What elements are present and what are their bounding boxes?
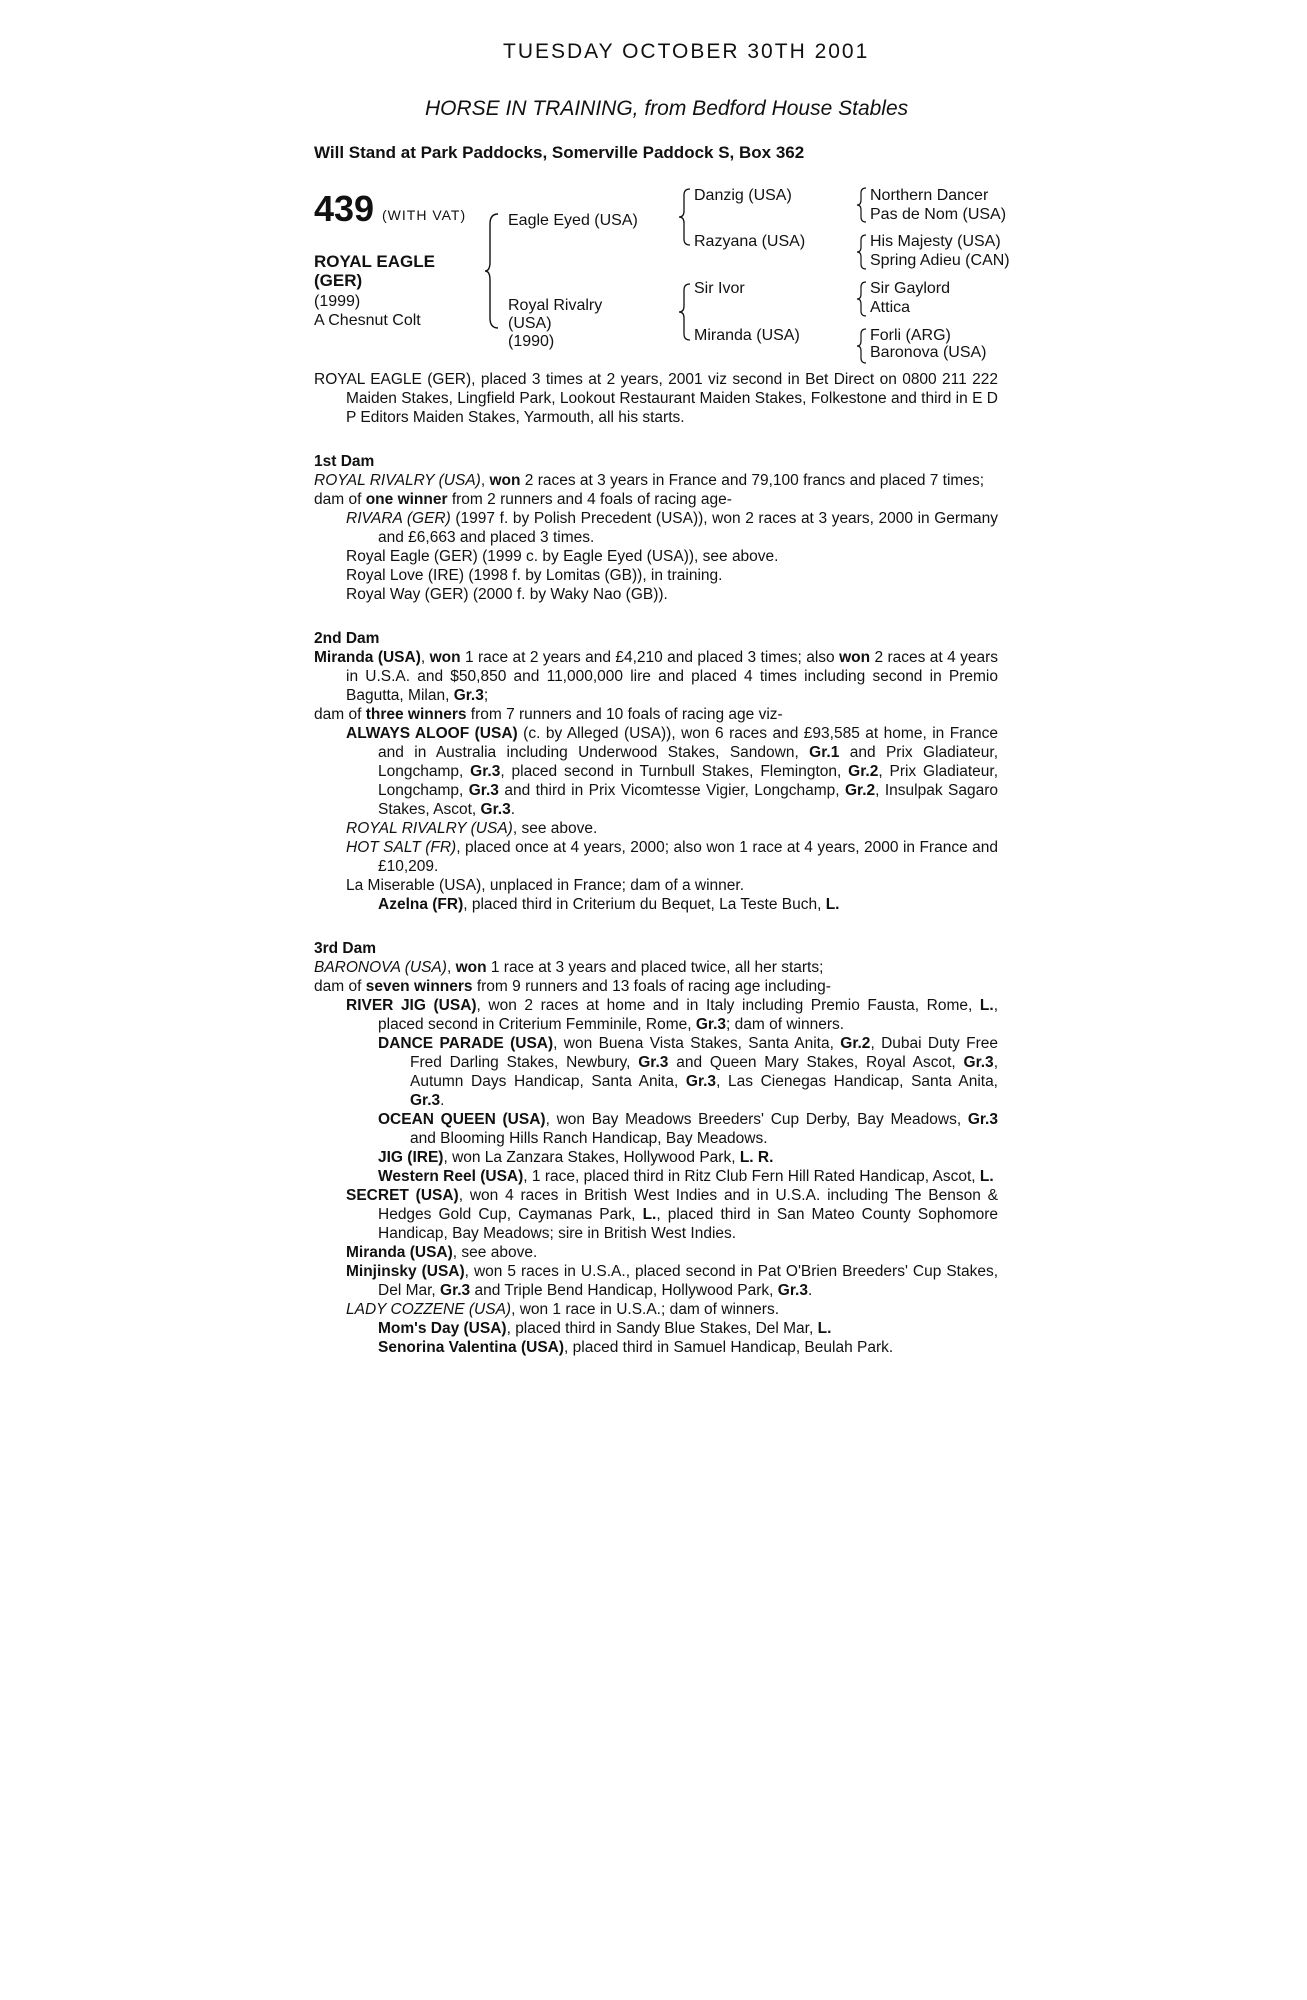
- grade: Gr.3: [777, 1282, 808, 1299]
- produce-lady-cozzene: [314, 1300, 998, 1319]
- grade: L.: [642, 1206, 657, 1223]
- horse-info: [314, 292, 421, 330]
- second-dam-record: [314, 648, 998, 705]
- produce-azelna: [314, 895, 998, 914]
- grade: L.: [825, 896, 840, 913]
- text: .: [440, 1092, 445, 1109]
- race-summary: ROYAL EAGLE (GER), placed 3 times at 2 years, 2001 viz second in Bet Direct on 0800 211 222 Maiden Stakes, Lingfield Park, Lookout Restaurant Maiden Stakes, Folkestone and third in E D P Editors Maiden Stakes, Yarmouth, all his starts.: [314, 371, 998, 426]
- text: , placed third in Samuel Handicap, Beulah Park.: [564, 1339, 894, 1356]
- text: , won 4 races in British West Indies and in U.S.A. including The Benson & Hedges Gold Cup, Caymanas Park,: [378, 1187, 998, 1223]
- winners-count: one winner: [365, 491, 448, 508]
- text: , Insulpak Sagaro Stakes, Ascot,: [378, 782, 998, 818]
- third-dam-name: BARONOVA (USA): [314, 959, 447, 976]
- first-dam-record: [314, 471, 998, 490]
- text: .: [807, 1282, 813, 1299]
- produce-secret: [314, 1186, 998, 1243]
- text: , 1 race, placed third in Ritz Club Fern Hill Rated Handicap, Ascot,: [523, 1168, 980, 1185]
- produce-royal-love: Royal Love (IRE) (1998 f. by Lomitas (GB)), in training.: [346, 567, 723, 584]
- text: , won Buena Vista Stakes, Santa Anita,: [553, 1035, 841, 1052]
- vat-note: (WITH VAT): [382, 207, 467, 223]
- first-dam-produce-summary: [314, 490, 998, 509]
- produce-name: Azelna (FR): [378, 896, 464, 913]
- grade: Gr.3: [685, 1073, 717, 1090]
- sale-date-header: TUESDAY OCTOBER 30TH 2001: [503, 40, 870, 63]
- produce-name: DANCE PARADE (USA): [378, 1035, 554, 1052]
- grade: Gr.3: [638, 1054, 669, 1071]
- second-dam-name: Miranda (USA): [314, 649, 421, 666]
- produce-senorina-valentina: [314, 1338, 998, 1357]
- grade: Gr.2: [844, 782, 876, 799]
- produce-text: (1997 f. by Polish Precedent (USA)), won 2 races at 3 years, 2000 in Germany and £6,663 and placed 3 times.: [378, 510, 998, 546]
- produce-la-miserable: La Miserable (USA), unplaced in France; dam of a winner.: [346, 877, 745, 894]
- grade: L.: [817, 1320, 832, 1337]
- horse-name-line1: ROYAL EAGLE: [314, 252, 435, 271]
- text: , placed third in Sandy Blue Stakes, Del Mar,: [506, 1320, 818, 1337]
- grade: Gr.3: [470, 763, 501, 780]
- catalogue-body: [314, 370, 998, 1357]
- text: , won 2 races at home and in Italy including Premio Fausta, Rome,: [476, 997, 980, 1014]
- produce-western-reel: [314, 1167, 998, 1186]
- winners-count: seven winners: [365, 978, 473, 995]
- text: , won La Zanzara Stakes, Hollywood Park,: [443, 1149, 740, 1166]
- pedigree-dam-line3: (1990): [508, 333, 555, 350]
- pedigree-ggs4: Spring Adieu (CAN): [870, 252, 1010, 269]
- produce-name: Western Reel (USA): [378, 1168, 524, 1185]
- produce-name: Mom's Day (USA): [378, 1320, 507, 1337]
- second-dam-heading: 2nd Dam: [314, 630, 380, 647]
- text: , Dubai Duty Free Fred Darling Stakes, Newbury,: [410, 1035, 999, 1071]
- text: , see above.: [452, 1244, 538, 1261]
- text: dam of: [314, 706, 366, 723]
- winners-count: three winners: [365, 706, 467, 723]
- pedigree-gs4: Miranda (USA): [694, 327, 800, 344]
- text: , placed third in Criterium du Bequet, La Teste Buch,: [463, 896, 826, 913]
- second-dam-produce-summary: [314, 705, 998, 724]
- text: .: [510, 801, 516, 818]
- produce-name: Minjinsky (USA): [346, 1263, 465, 1280]
- produce-name: ROYAL RIVALRY (USA): [346, 820, 513, 837]
- text: from 9 runners and 13 foals of racing age including-: [472, 978, 831, 995]
- text: and third in Prix Vicomtesse Vigier, Longchamp,: [498, 782, 845, 799]
- third-dam-record: [314, 958, 998, 977]
- pedigree-brace-sire: [678, 187, 692, 247]
- horse-description: A Chesnut Colt: [314, 312, 421, 329]
- text: , won 5 races in U.S.A., placed second in Pat O'Brien Breeders' Cup Stakes, Del Mar,: [378, 1263, 999, 1299]
- produce-river-jig: [314, 996, 998, 1034]
- horse-name-line2: (GER): [314, 271, 363, 290]
- won-label: won: [839, 649, 871, 666]
- text: and Queen Mary Stakes, Royal Ascot,: [668, 1054, 964, 1071]
- pedigree-gs3: Sir Ivor: [694, 280, 745, 297]
- sep: ,: [420, 649, 430, 666]
- text: , placed second in Turnbull Stakes, Flemington,: [500, 763, 849, 780]
- pedigree-brace-ggs1: [856, 186, 868, 224]
- pedigree-ggs7: Forli (ARG): [870, 327, 951, 344]
- text: from 7 runners and 10 foals of racing age viz-: [466, 706, 783, 723]
- text: ;: [483, 687, 489, 704]
- produce-rivara: [314, 509, 998, 547]
- record-text: 2 races at 3 years in France and 79,100 francs and placed 7 times;: [520, 472, 985, 489]
- won-label: won: [429, 649, 461, 666]
- produce-miranda: [314, 1243, 998, 1262]
- sep: ,: [446, 959, 456, 976]
- text: , placed second in Criterium Femminile, Rome,: [378, 997, 999, 1033]
- won-label: won: [489, 472, 521, 489]
- pedigree-brace-dam: [678, 282, 692, 342]
- grade: Gr.2: [840, 1035, 871, 1052]
- pedigree-gs2: Razyana (USA): [694, 233, 806, 250]
- text: , Prix Gladiateur, Longchamp,: [378, 763, 998, 799]
- text: , Autumn Days Handicap, Santa Anita,: [410, 1054, 998, 1090]
- produce-hot-salt: [314, 838, 998, 876]
- grade: Gr.3: [480, 801, 511, 818]
- grade: Gr.3: [695, 1016, 727, 1033]
- text: 1 race at 3 years and placed twice, all her starts;: [486, 959, 824, 976]
- pedigree-ggs5: Sir Gaylord: [870, 280, 951, 297]
- horse-name: [314, 252, 435, 290]
- produce-ocean-queen: [314, 1110, 998, 1148]
- won-label: won: [455, 959, 487, 976]
- grade: Gr.3: [453, 687, 484, 704]
- produce-moms-day: [314, 1319, 998, 1338]
- produce-name: RIVER JIG (USA): [346, 997, 477, 1014]
- produce-royal-way: Royal Way (GER) (2000 f. by Waky Nao (GB)).: [346, 586, 668, 603]
- stand-location: Will Stand at Park Paddocks, Somerville Paddock S, Box 362: [314, 143, 805, 162]
- produce-jig: [314, 1148, 998, 1167]
- first-dam-heading: 1st Dam: [314, 453, 375, 470]
- pedigree-brace-ggs2: [856, 233, 868, 271]
- grade: L.: [979, 1168, 994, 1185]
- grade: Gr.3: [468, 782, 499, 799]
- text: (c. by Alleged (USA)), won 6 races and £93,585 at home, in France and in Australia including Underwood Stakes, Sandown,: [378, 725, 999, 761]
- pedigree-ggs2: Pas de Nom (USA): [870, 206, 1007, 223]
- produce-dance-parade: [314, 1034, 998, 1110]
- pedigree-brace-main: [484, 212, 500, 330]
- text: , placed third in San Mateo County Sophomore Handicap, Bay Meadows; sire in British West Indies.: [378, 1206, 999, 1242]
- sep: ,: [480, 472, 490, 489]
- produce-name: ALWAYS ALOOF (USA): [346, 725, 518, 742]
- grade: Gr.3: [967, 1111, 998, 1128]
- produce-name: Senorina Valentina (USA): [378, 1339, 565, 1356]
- grade: Gr.3: [963, 1054, 994, 1071]
- produce-royal-eagle: Royal Eagle (GER) (1999 c. by Eagle Eyed (USA)), see above.: [346, 548, 779, 565]
- grade: L. R.: [739, 1149, 774, 1166]
- pedigree-ggs1: Northern Dancer: [870, 187, 989, 204]
- pedigree-brace-ggs3: [856, 280, 868, 318]
- grade: L.: [979, 997, 994, 1014]
- pedigree-ggs6: Attica: [870, 299, 911, 316]
- produce-name: SECRET (USA): [346, 1187, 459, 1204]
- grade: Gr.2: [848, 763, 879, 780]
- text: dam of: [314, 978, 366, 995]
- grade: Gr.3: [440, 1282, 471, 1299]
- text: , won 1 race in U.S.A.; dam of winners.: [511, 1301, 779, 1318]
- grade: Gr.1: [809, 744, 840, 761]
- first-dam-name: ROYAL RIVALRY (USA): [314, 472, 481, 489]
- produce-name: HOT SALT (FR): [346, 839, 457, 856]
- horse-year: (1999): [314, 293, 361, 310]
- produce-minjinsky: [314, 1262, 998, 1300]
- produce-always-aloof: [314, 724, 998, 819]
- grade: Gr.3: [410, 1092, 441, 1109]
- pedigree-brace-ggs4: [856, 327, 868, 365]
- text: 2 races at 4 years in U.S.A. and $50,850 and 11,000,000 lire and placed 4 times including second in Premio Bagutta, Milan,: [346, 649, 998, 704]
- text: from 2 runners and 4 foals of racing age-: [447, 491, 732, 508]
- text: , placed once at 4 years, 2000; also won 1 race at 4 years, 2000 in France and £10,209.: [378, 839, 998, 875]
- text: ; dam of winners.: [726, 1016, 845, 1033]
- text: and Blooming Hills Ranch Handicap, Bay Meadows.: [410, 1130, 768, 1147]
- produce-royal-rivalry: [314, 819, 998, 838]
- text: , see above.: [512, 820, 598, 837]
- pedigree-dam: [508, 297, 602, 351]
- produce-name: OCEAN QUEEN (USA): [378, 1111, 546, 1128]
- pedigree-ggs8: Baronova (USA): [870, 344, 987, 361]
- third-dam-produce-summary: [314, 977, 998, 996]
- pedigree-dam-line2: (USA): [508, 315, 552, 332]
- pedigree-sire: Eagle Eyed (USA): [508, 212, 638, 229]
- produce-name: JIG (IRE): [378, 1149, 444, 1166]
- third-dam-heading: 3rd Dam: [314, 940, 377, 957]
- horse-subtitle: HORSE IN TRAINING, from Bedford House Stables: [425, 97, 909, 120]
- pedigree-dam-line1: Royal Rivalry: [508, 297, 603, 314]
- text: , Las Cienegas Handicap, Santa Anita,: [716, 1073, 998, 1090]
- text: , won Bay Meadows Breeders' Cup Derby, Bay Meadows,: [545, 1111, 968, 1128]
- pedigree-gs1: Danzig (USA): [694, 187, 792, 204]
- text: and Prix Gladiateur, Longchamp,: [378, 744, 998, 780]
- lot-number: 439: [314, 188, 375, 229]
- produce-name: RIVARA (GER): [346, 510, 451, 527]
- text: and Triple Bend Handicap, Hollywood Park,: [470, 1282, 778, 1299]
- produce-name: LADY COZZENE (USA): [346, 1301, 512, 1318]
- produce-name: Miranda (USA): [346, 1244, 453, 1261]
- pedigree-ggs3: His Majesty (USA): [870, 233, 1001, 250]
- text: dam of: [314, 491, 366, 508]
- text: 1 race at 2 years and £4,210 and placed 3 times; also: [460, 649, 840, 666]
